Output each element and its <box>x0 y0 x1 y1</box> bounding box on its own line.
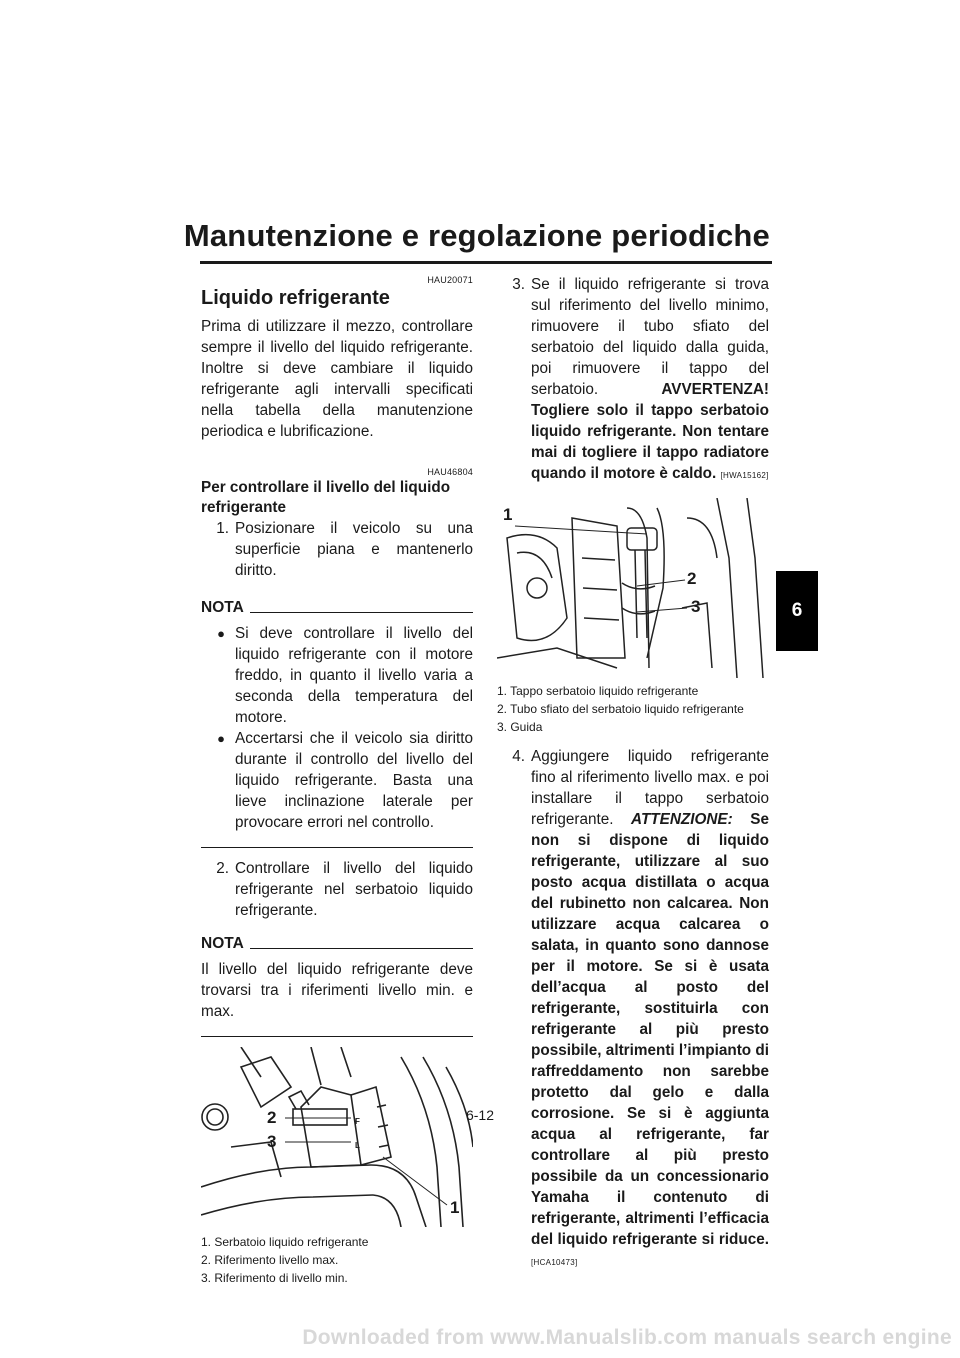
coolant-reservoir-illustration <box>201 1047 473 1227</box>
figure-caption: 1. Serbatoio liquido refrigerante <box>201 1235 369 1249</box>
chapter-tab <box>776 571 818 651</box>
figure-caption: 1. Tappo serbatoio liquido refrigerante <box>497 684 699 698</box>
warning-code: [HWA15162] <box>720 471 769 480</box>
bullet-text: Accertarsi che il veicolo sia diritto durante il controllo del livello del liquido refrigerante. Basta una lieve inclinazione laterale per provocare errori nel controllo. <box>235 730 473 831</box>
nota-label: NOTA <box>201 935 244 952</box>
bullet-icon: ● <box>217 626 225 641</box>
warning-label: AVVERTENZA! <box>661 381 769 398</box>
footer-watermark: Downloaded from www.Manualslib.com manuals search engine <box>302 1326 952 1349</box>
nota-rule <box>250 612 473 613</box>
nota-header <box>201 935 473 953</box>
section-title: Liquido refrigerante <box>201 287 390 309</box>
left-column <box>201 274 473 1287</box>
step-1 <box>201 518 473 581</box>
step-number: 1. <box>216 520 229 537</box>
callout-1: 1 <box>503 505 513 524</box>
caution-text: Se non si dispone di liquido refrigerante, utilizzare al suo posto acqua distillata o acqua del rubinetto non calcarea. Non utilizzare acqua calcarea o salata, in quanto sono dannose per il motore. Se si è usata dell’acqua al posto del refrigerante, sostituirla con refrigerante al più presto possibile, altrimenti l’impianto di raffreddamento non sarebbe protetto dal gelo e dalla corrosione. Se si è aggiunta acqua al refrigerante, far controllare al più presto possibile da un concessionario Yamaha il contenuto di refrigerante, altrimenti l’efficacia del liquido refrigerante si riduce. <box>531 811 770 1248</box>
step-text <box>531 746 769 1273</box>
intro-paragraph: Prima di utilizzare il mezzo, controllare sempre il livello del liquido refrigerante. Inoltre si deve cambiare il liquido refrigerante agli intervalli specificati nella tabella della manutenzione periodica e lubrificazione. <box>201 318 473 440</box>
page-title: Manutenzione e regolazione periodiche <box>183 218 770 253</box>
step-2 <box>201 858 473 921</box>
callout-3: 3 <box>691 597 701 616</box>
step-number: 4. <box>512 748 525 765</box>
ref-code: HAU20071 <box>427 275 473 285</box>
max-mark: F <box>355 1117 360 1126</box>
callout-1: 1 <box>450 1198 460 1217</box>
callout-2: 2 <box>687 569 697 588</box>
figure-caption: 2. Tubo sfiato del serbatoio liquido refrigerante <box>497 702 744 716</box>
warning-text: Togliere solo il tappo serbatoio liquido refrigerante. Non tentare mai di togliere il tappo radiatore quando il motore è caldo. <box>531 402 769 482</box>
header-rule <box>200 261 772 264</box>
step-text: Posizionare il veicolo su una superficie piana e mantenerlo diritto. <box>235 520 473 579</box>
step-number: 3. <box>512 276 525 293</box>
nota-end-rule <box>201 847 473 848</box>
step-number: 2. <box>216 860 229 877</box>
figure-caption: 3. Guida <box>497 720 543 734</box>
chapter-number: 6 <box>791 600 803 621</box>
min-mark: L <box>355 1141 360 1150</box>
coolant-reservoir-figure <box>201 1047 473 1227</box>
reservoir-cap-illustration <box>497 498 771 678</box>
bullet-text: Si deve controllare il livello del liquido refrigerante con il motore freddo, in quanto il livello varia a seconda della temperatura del motore. <box>235 625 473 726</box>
page-number: 6-12 <box>465 1107 495 1123</box>
caution-code: [HCA10473] <box>531 1258 578 1267</box>
nota-end-rule <box>201 1036 473 1037</box>
callout-3: 3 <box>267 1132 277 1151</box>
bullet-icon: ● <box>217 731 225 746</box>
figure-caption: 3. Riferimento di livello min. <box>201 1271 348 1285</box>
right-column <box>497 274 769 1273</box>
ref-code: HAU46804 <box>427 467 473 477</box>
reservoir-cap-figure <box>497 498 771 678</box>
step-text: Controllare il livello del liquido refrigerante nel serbatoio liquido refrigerante. <box>235 860 473 919</box>
figure-caption: 2. Riferimento livello max. <box>201 1253 339 1267</box>
nota-header <box>201 599 473 617</box>
nota-rule <box>250 948 473 949</box>
step-body: Aggiungere liquido refrigerante fino al riferimento livello max. e poi installare il tappo serbatoio refrigerante. <box>531 748 769 828</box>
step-text <box>531 274 769 486</box>
callout-2: 2 <box>267 1108 277 1127</box>
nota-bullets <box>201 623 473 833</box>
subsection-heading: Per controllare il livello del liquido refrigerante <box>201 479 451 516</box>
nota-text: Il livello del liquido refrigerante deve trovarsi tra i riferimenti livello min. e max. <box>201 961 473 1020</box>
nota-label: NOTA <box>201 599 244 616</box>
step-3 <box>497 274 769 486</box>
bullet-item <box>201 728 473 833</box>
caution-label: ATTENZIONE: <box>631 811 733 828</box>
step-4 <box>497 746 769 1273</box>
bullet-item <box>201 623 473 728</box>
step-body: Se il liquido refrigerante si trova sul riferimento del livello minimo, rimuovere il tubo sfiato del serbatoio del liquido dalla guida, poi rimuovere il tappo del serbatoio. <box>531 276 769 398</box>
